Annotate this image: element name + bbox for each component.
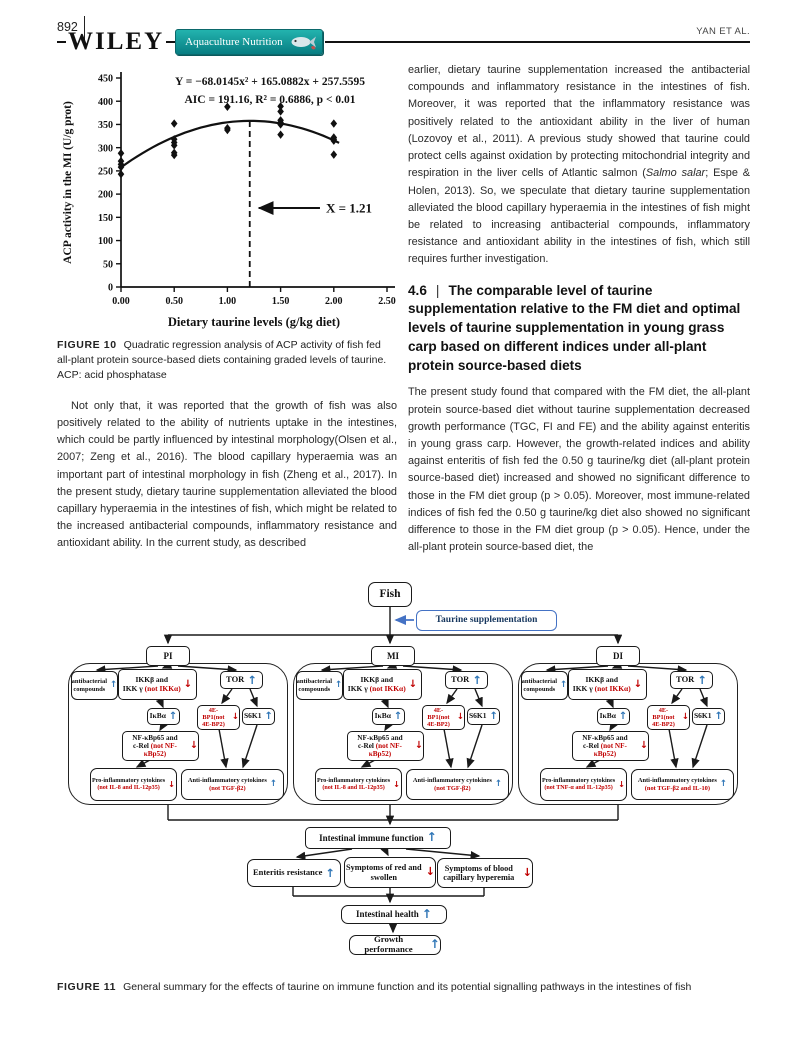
s6k1-label: S6K1 xyxy=(694,711,712,721)
up-arrow-icon: ↑ xyxy=(393,710,403,722)
up-arrow-icon: ↑ xyxy=(714,710,723,722)
growth-performance-node xyxy=(349,935,441,955)
data-point xyxy=(331,119,338,127)
down-arrow-icon: ↓ xyxy=(522,865,532,879)
left-column xyxy=(57,62,397,563)
page-header xyxy=(0,0,800,58)
4ebp1-line1: 4E-BP1(not xyxy=(652,706,675,721)
right-paragraph-1 xyxy=(408,62,750,269)
4ebp1-node xyxy=(197,705,240,730)
down-arrow-icon: ↓ xyxy=(168,778,176,789)
tor-node xyxy=(670,671,713,689)
y-tick-label: 100 xyxy=(98,236,113,248)
down-arrow-icon: ↓ xyxy=(393,778,401,789)
anti-line2: (not TGF-β2 and IL-10) xyxy=(644,784,710,792)
figure10-caption xyxy=(57,338,397,384)
ikba-label: IκBα xyxy=(374,711,391,721)
nfkb-line1: NF-κBp65 and xyxy=(132,733,178,742)
down-arrow-icon: ↓ xyxy=(681,711,689,722)
x-tick-label: 2.50 xyxy=(378,296,396,307)
up-arrow-icon: ↑ xyxy=(421,906,432,921)
panel-PI-label xyxy=(146,646,190,666)
growth-label: Growth performance xyxy=(364,934,413,954)
species-name: Salmo salar xyxy=(645,167,706,180)
y-tick-label: 250 xyxy=(98,166,113,178)
antibacterial-line1: antibacterial xyxy=(71,678,108,686)
down-arrow-icon: ↓ xyxy=(189,739,198,751)
antibacterial-line1: antibacterial xyxy=(296,678,333,686)
blood-capillary-hyperemia-node xyxy=(437,858,533,888)
tor-node xyxy=(220,671,263,689)
anti-inflammatory-node xyxy=(181,769,284,800)
nfkb-node xyxy=(122,731,199,761)
x-tick-label: 0.00 xyxy=(112,296,130,307)
text-columns xyxy=(0,62,800,574)
panel-label-text: PI xyxy=(163,650,173,661)
y-tick-label: 200 xyxy=(98,189,113,201)
intestinal-health-node xyxy=(341,905,447,924)
anti-inflammatory-node xyxy=(406,769,509,800)
fish-label: Fish xyxy=(379,588,401,601)
right-paragraph-2: The present study found that compared with the FM diet, the all-plant protein source-based diet without taurine supplementation decreased growth performance (TGC, FI and FE) and the ability against enteritis in young grass carp. However, the growth-related indices and ability against enteritis of fish fed the 0.50 g taurine/kg diet (all-plant protein source-based diet) increased and showed no significant difference to those in the FM diet group (p > 0.05). Moreover, most immune-related indices of fish fed the 0.50 g taurine/kg diet also showed no significant difference to those in the FM diet group (p > 0.05). Hence, under the all-plant protein source-based diet, the xyxy=(408,386,750,554)
s6k1-node xyxy=(467,708,500,725)
nfkb-line1: NF-κBp65 and xyxy=(357,733,403,742)
4ebp1-line2: 4E-BP2) xyxy=(427,721,450,729)
nfkb-line1: NF-κBp65 and xyxy=(582,733,628,742)
taurine-label: Taurine supplementation xyxy=(435,615,538,626)
panel-MI xyxy=(293,650,513,805)
x-tick-label: 0.50 xyxy=(165,296,183,307)
pro-line2: (not TNF-α and IL-12p35) xyxy=(544,784,613,791)
up-arrow-icon: ↑ xyxy=(110,679,118,690)
4ebp1-node xyxy=(422,705,465,730)
pro-line1: Pro-inflammatory cytokines xyxy=(316,777,391,784)
x-tick-label: 2.00 xyxy=(325,296,343,307)
data-point xyxy=(118,149,125,157)
panel-DI xyxy=(518,650,738,805)
data-point xyxy=(171,119,178,127)
x-tick-label: 1.00 xyxy=(218,296,237,307)
hyperemia-label: Symptoms of blood capillary hyperemia xyxy=(443,863,515,882)
down-arrow-icon: ↓ xyxy=(425,865,435,879)
figure11-diagram xyxy=(0,578,800,970)
y-tick-label: 350 xyxy=(98,120,113,132)
y-axis-label: ACP activity in the MI (U/g prot) xyxy=(62,101,74,264)
nfkb-node xyxy=(347,731,424,761)
chart-stats: AIC = 191.16, R² = 0.6886, p < 0.01 xyxy=(184,94,356,106)
ikba-node xyxy=(597,708,630,725)
ikk-node xyxy=(568,669,647,700)
anti-line1: Anti-inflammatory cytokines xyxy=(187,777,267,785)
pro-inflammatory-node xyxy=(315,768,402,801)
y-tick-label: 150 xyxy=(98,212,113,224)
y-tick-label: 450 xyxy=(98,73,113,85)
up-arrow-icon: ↑ xyxy=(335,679,343,690)
s6k1-node xyxy=(242,708,275,725)
ikk-line2-red: (not IKKα) xyxy=(594,683,631,693)
down-arrow-icon: ↓ xyxy=(414,739,423,751)
figure10-chart xyxy=(57,62,397,334)
up-arrow-icon: ↑ xyxy=(247,672,257,687)
pro-line2: (not IL-8 and IL-12p35) xyxy=(322,784,385,791)
up-arrow-icon: ↑ xyxy=(168,710,178,722)
ikba-node xyxy=(372,708,405,725)
y-tick-label: 300 xyxy=(98,143,113,155)
pro-line1: Pro-inflammatory cytokines xyxy=(91,777,166,784)
panel-DI-label xyxy=(596,646,640,666)
ikk-line2: IKK γ xyxy=(347,683,370,693)
intestinal-immune-function-node xyxy=(305,827,451,849)
up-arrow-icon: ↑ xyxy=(494,778,503,789)
optimum-annotation: X = 1.21 xyxy=(325,200,373,216)
antibacterial-node xyxy=(521,671,568,700)
ikba-label: IκBα xyxy=(599,711,616,721)
enteritis-label: Enteritis resistance xyxy=(252,867,323,878)
y-tick-label: 0 xyxy=(108,282,113,294)
nfkb-line2: c-Rel xyxy=(582,741,601,750)
ikk-line2: IKK γ xyxy=(122,683,145,693)
paragraph1-text: earlier, dietary taurine supplementation increased the antibacterial compounds and inflammatory resistance in the intestines of fish. Moreover, it was reported that the inflammatory resistance was positively related to the antioxidant ability in the liver of human (Lozovoy et al., 2011). A previous study showed that taurine could protect cells against oxidation by protecting mitochondrial integrity and respiration in the liver cells of Atlantic salmon ( xyxy=(408,64,750,180)
4ebp1-line2: 4E-BP2) xyxy=(652,721,675,729)
panel-MI-label xyxy=(371,646,415,666)
y-tick-label: 400 xyxy=(98,96,113,108)
journal-badge xyxy=(175,29,322,55)
up-arrow-icon: ↑ xyxy=(325,865,336,880)
figure10-caption-text: Quadratic regression analysis of ACP activity of fish fed all-plant protein source-based diets containing graded levels of taurine. ACP: acid phosphatase xyxy=(57,339,387,382)
down-arrow-icon: ↓ xyxy=(408,678,418,690)
4ebp1-node xyxy=(647,705,690,730)
tor-label: TOR xyxy=(676,674,695,685)
x-axis-label: Dietary taurine levels (g/kg diet) xyxy=(167,315,341,329)
paragraph1-text-cont: ; Espe & Holen, 2013). So, we speculate that dietary taurine supplementation alleviated the blood capillary hyperaemia in the intestines of fish might be related to increasing antibacterial compounds, inflammatory resistance and antioxidant ability in the intestines of fish, which still requires further investigation. xyxy=(408,167,750,266)
data-point xyxy=(277,130,284,138)
section-title: The comparable level of taurine supplementation relative to the FM diet and optimal levels of taurine supplementation in young grass carp based on different indices under all-plant protein source-based diets xyxy=(408,282,741,373)
tor-label: TOR xyxy=(451,674,470,685)
anti-line2: (not TGF-β2) xyxy=(209,784,246,792)
pro-inflammatory-node xyxy=(90,768,177,801)
section-heading xyxy=(408,282,750,376)
up-arrow-icon: ↑ xyxy=(430,937,440,952)
publisher-logo: WILEY xyxy=(68,28,165,55)
panel-label-text: MI xyxy=(387,650,399,661)
immune-label: Intestinal immune function xyxy=(319,832,424,843)
nfkb-line2: c-Rel xyxy=(132,741,151,750)
anti-line1: Anti-inflammatory cytokines xyxy=(637,777,717,785)
up-arrow-icon: ↑ xyxy=(489,710,498,722)
chart-equation: Y = −68.0145x² + 165.0882x + 257.5595 xyxy=(175,76,365,88)
down-arrow-icon: ↓ xyxy=(618,778,626,789)
x-tick-label: 1.50 xyxy=(271,296,290,307)
page-number: 892 xyxy=(57,20,78,34)
panel-PI xyxy=(68,650,288,805)
ikk-line1: IKKβ and xyxy=(135,675,169,685)
4ebp1-line2: 4E-BP2) xyxy=(202,721,225,729)
up-arrow-icon: ↑ xyxy=(560,679,568,690)
figure11-caption-text: General summary for the effects of taurine on immune function and its potential signalling pathways in the intestines of fish xyxy=(123,981,692,993)
antibacterial-node xyxy=(296,671,343,700)
4ebp1-line1: 4E-BP1(not xyxy=(427,706,450,721)
journal-badge-label: Aquaculture Nutrition xyxy=(185,36,283,48)
running-head: YAN ET AL. xyxy=(696,26,750,37)
down-arrow-icon: ↓ xyxy=(456,711,464,722)
up-arrow-icon: ↑ xyxy=(719,778,728,789)
panel-label-text: DI xyxy=(612,650,623,661)
pro-line1: Pro-inflammatory cytokines xyxy=(541,777,616,784)
antibacterial-line2: compounds xyxy=(298,685,331,693)
ikba-node xyxy=(147,708,180,725)
up-arrow-icon: ↑ xyxy=(618,710,628,722)
logo-dash-right xyxy=(166,41,175,43)
red-swollen-node xyxy=(344,857,436,888)
anti-line1: Anti-inflammatory cytokines xyxy=(412,777,492,785)
enteritis-resistance-node xyxy=(247,859,341,887)
up-arrow-icon: ↑ xyxy=(426,830,437,845)
antibacterial-node xyxy=(71,671,118,700)
down-arrow-icon: ↓ xyxy=(183,678,193,690)
health-label: Intestinal health xyxy=(356,909,419,920)
brand-row xyxy=(57,28,750,56)
left-paragraph: Not only that, it was reported that the growth of fish was also positively related to the ability of nutrients uptake in the intestines, which could be partly influenced by intestinal morphology(Olsen et al., 2007; Zeng et al., 2016). The blood capillary hyperaemia was an important part of intestinal morphology in fish (Zheng et al., 2017). In the present study, dietary taurine supplementation alleviated the blood capillary hyperaemia in the intestines of fish, which might be related to the increased antibacterial compounds, inflammatory resistance and antioxidant ability. In the current study, as described xyxy=(57,399,397,550)
ikk-line2: IKK γ xyxy=(572,683,595,693)
fish-node xyxy=(368,582,412,607)
antibacterial-line1: antibacterial xyxy=(521,678,558,686)
up-arrow-icon: ↑ xyxy=(697,672,707,687)
right-column xyxy=(408,62,750,567)
fish-photo-icon xyxy=(289,33,317,51)
section-number: 4.6 xyxy=(408,282,427,298)
data-point xyxy=(331,150,338,158)
s6k1-label: S6K1 xyxy=(244,711,262,721)
ikk-node xyxy=(343,669,422,700)
header-rule xyxy=(325,41,750,42)
logo-dash-left xyxy=(57,41,66,43)
ikk-line1: IKKβ and xyxy=(360,675,394,685)
antibacterial-line2: compounds xyxy=(73,685,106,693)
anti-line2: (not TGF-β2) xyxy=(434,784,471,792)
nfkb-line2-red: (not NF-κBp52) xyxy=(368,741,402,759)
up-arrow-icon: ↑ xyxy=(472,672,482,687)
figure11-caption xyxy=(57,980,750,995)
up-arrow-icon: ↑ xyxy=(264,710,273,722)
antibacterial-line2: compounds xyxy=(523,685,556,693)
pro-inflammatory-node xyxy=(540,768,627,801)
ikba-label: IκBα xyxy=(149,711,166,721)
nfkb-node xyxy=(572,731,649,761)
up-arrow-icon: ↑ xyxy=(269,778,278,789)
y-tick-label: 50 xyxy=(103,259,113,271)
down-arrow-icon: ↓ xyxy=(639,739,648,751)
tor-node xyxy=(445,671,488,689)
down-arrow-icon: ↓ xyxy=(633,678,643,690)
tor-label: TOR xyxy=(226,674,245,685)
ikk-line1: IKKβ and xyxy=(585,675,619,685)
anti-inflammatory-node xyxy=(631,769,734,800)
nfkb-line2-red: (not NF-κBp52) xyxy=(143,741,177,759)
s6k1-label: S6K1 xyxy=(469,711,487,721)
figure11-caption-label: FIGURE 11 xyxy=(57,981,117,993)
nfkb-line2-red: (not NF-κBp52) xyxy=(593,741,627,759)
taurine-supplementation-node xyxy=(416,610,557,631)
down-arrow-icon: ↓ xyxy=(231,711,239,722)
figure10-caption-label: FIGURE 10 xyxy=(57,339,117,351)
pro-line2: (not IL-8 and IL-12p35) xyxy=(97,784,160,791)
ikk-line2-red: (not IKKα) xyxy=(369,683,406,693)
4ebp1-line1: 4E-BP1(not xyxy=(202,706,225,721)
ikk-node xyxy=(118,669,197,700)
ikk-line2-red: (not IKKα) xyxy=(144,683,181,693)
s6k1-node xyxy=(692,708,725,725)
red-swollen-label: Symptoms of red and swollen xyxy=(345,863,422,882)
nfkb-line2: c-Rel xyxy=(357,741,376,750)
section-separator: | xyxy=(435,282,440,298)
